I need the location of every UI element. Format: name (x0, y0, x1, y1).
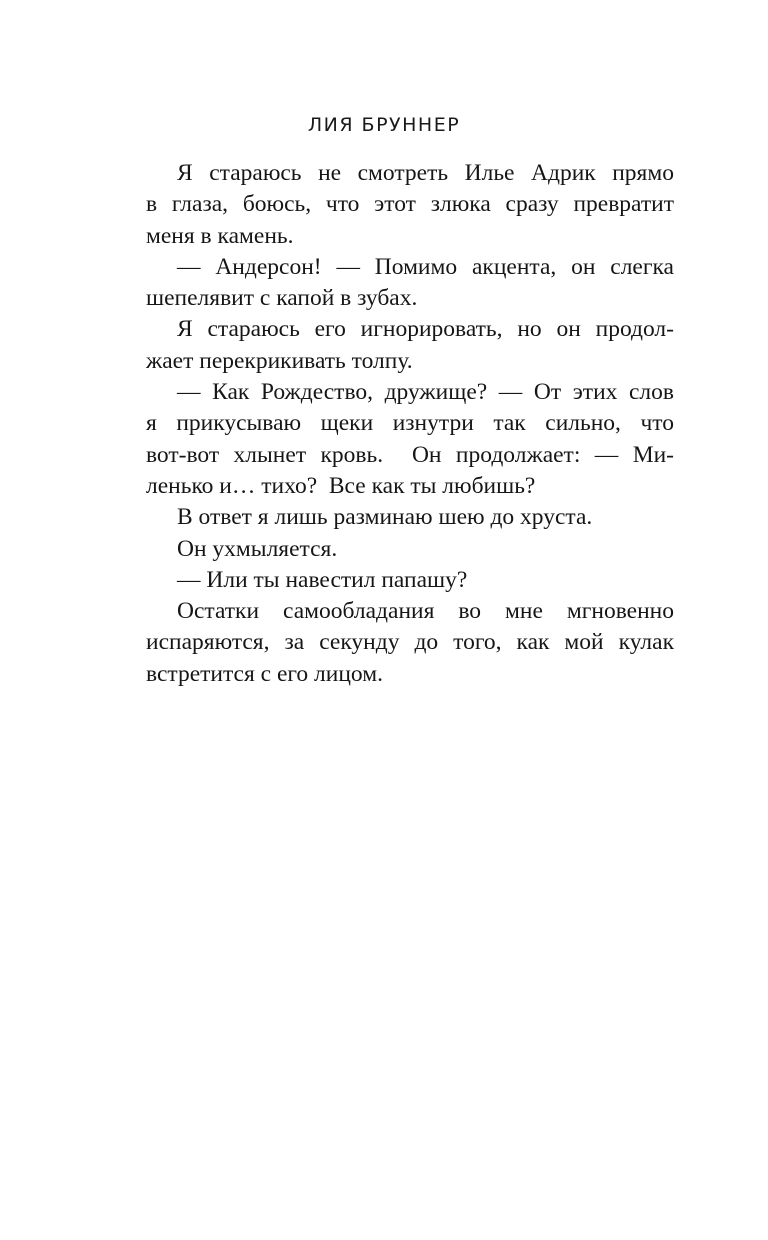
text-line: встретится с его лицом. (146, 660, 383, 687)
text-line: В ответ я лишь разминаю шею до хруста. (177, 504, 593, 531)
text-line: — Или ты навестил папашу? (177, 566, 468, 593)
body-text (146, 158, 674, 690)
running-head-author: ЛИЯ БРУННЕР (307, 114, 461, 136)
text-line: шепелявит с капой в зубах. (146, 285, 418, 312)
text-line: жает перекрикивать толпу. (146, 347, 413, 374)
text-line: я прикусываю щеки изнутри так сильно, что (146, 410, 674, 437)
text-line: в глаза, боюсь, что этот злюка сразу превратит (146, 191, 674, 218)
text-line: — Как Рождество, дружище? — От этих слов (177, 379, 674, 406)
text-line: Он ухмыляется. (177, 535, 338, 562)
text-line: Я стараюсь не смотреть Илье Адрик прямо (177, 160, 674, 186)
text-line: — Андерсон! — Помимо акцента, он слегка (177, 253, 674, 280)
text-line: вот-вот хлынет кровь. Он продолжает: — Ми- (146, 441, 674, 468)
text-line: испаряются, за секунду до того, как мой кулак (146, 629, 674, 656)
text-line: ленько и… тихо? Все как ты любишь? (146, 472, 536, 499)
text-line: Остатки самообладания во мне мгновенно (177, 598, 674, 625)
text-line: меня в камень. (146, 222, 294, 249)
text-line: Я стараюсь его игнорировать, но он продол- (177, 316, 674, 343)
